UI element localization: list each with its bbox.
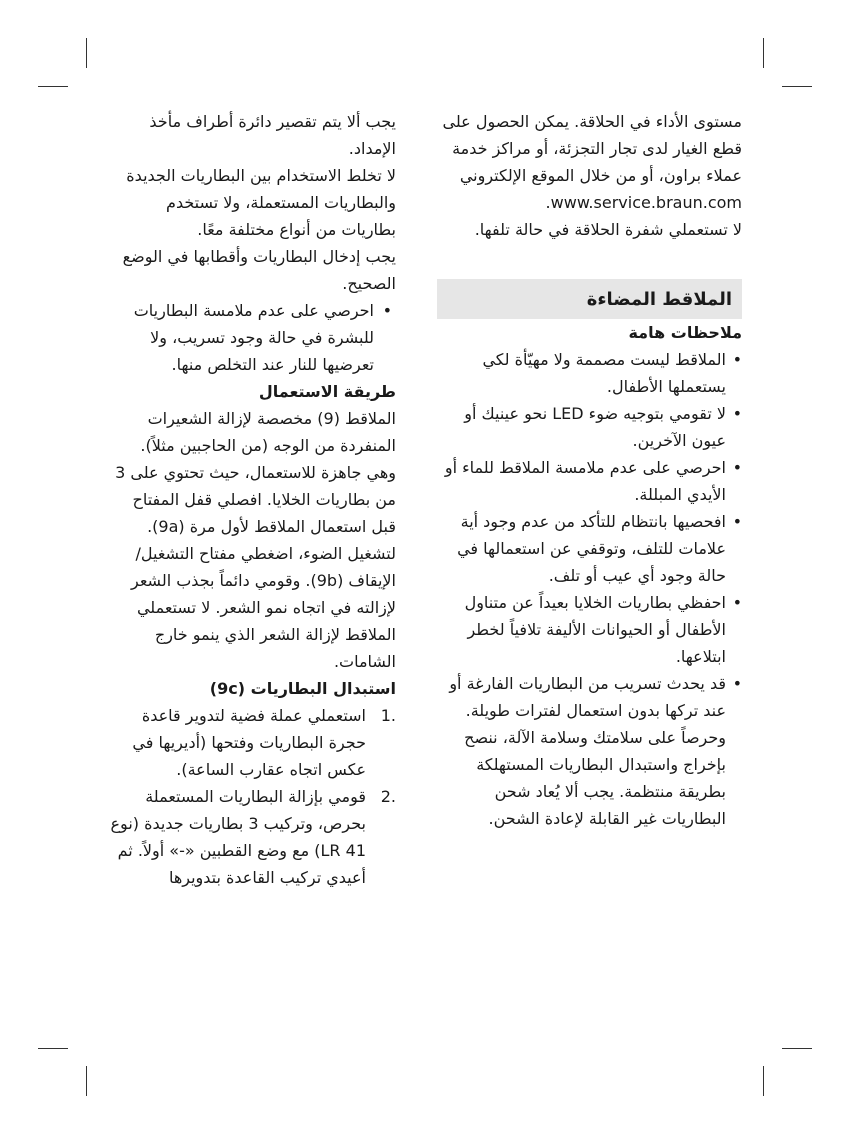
notes-list [437,346,742,832]
left-column [108,108,396,891]
right-column [437,108,742,832]
crop-mark [763,38,764,68]
intro-text: مستوى الأداء في الحلاقة. يمكن الحصول على قطع الغيار لدى تجار التجزئة، أو مراكز خدمة عملاء براون، أو من خلال الموقع الإلكتروني www.service.braun.com. [442,112,742,212]
note-continued: يجب إدخال البطاريات وأقطابها في الوضع الصحيح. [122,247,396,293]
battery-steps [108,702,396,891]
list-item: • لا تقومي بتوجيه ضوء LED نحو عينيك أو عيون الآخرين. [437,400,742,454]
step-number: .1 [380,706,396,725]
step-text: استعملي عملة فضية لتدوير قاعدة حجرة البطاريات وفتحها (أديريها في عكس اتجاه عقارب الساعة). [132,706,366,779]
crop-mark [782,1048,812,1049]
crop-mark [763,1066,764,1096]
list-item: • افحصيها بانتظام للتأكد من عدم وجود أية علامات للتلف، وتوقفي عن استعمالها في حالة وجود أي عيب أو تلف. [437,508,742,589]
list-item: • احرصي على عدم ملامسة البطاريات للبشرة في حالة وجود تسريب، ولا تعرضيها للنار عند التخلص منها. [108,297,396,378]
section-title-banner [437,279,742,319]
step-text: قومي بإزالة البطاريات المستعملة بحرص، وتركيب 3 بطاريات جديدة (نوع LR 41) مع وضع القطبين «-» أولاً. ثم أعيدي تركيب القاعدة بتدويرها [110,787,366,887]
note-continued: لا تخلط الاستخدام بين البطاريات الجديدة والبطاريات المستعملة، ولا تستخدم بطاريات من أنواع مختلفة معًا. [126,166,396,239]
battery-heading: استبدال البطاريات (9c) [209,679,396,698]
list-item: • احرصي على عدم ملامسة الملاقط للماء أو الأيدي المبللة. [437,454,742,508]
step-number: .2 [380,787,396,806]
section-title: الملاقط المضاءة [586,288,732,310]
crop-mark [782,86,812,87]
crop-mark [86,38,87,68]
crop-mark [86,1066,87,1096]
list-item: • الملاقط ليست مصممة ولا مهيّأة لكي يستعملها الأطفال. [437,346,742,400]
notes-list-continued [108,297,396,378]
list-item: • احفظي بطاريات الخلايا بعيداً عن متناول الأطفال أو الحيوانات الأليفة تلافياً لخطر ابتلاعها. [437,589,742,670]
crop-mark [38,1048,68,1049]
step-item [108,783,396,891]
intro-warning: لا تستعملي شفرة الحلاقة في حالة تلفها. [474,220,742,239]
note-continued: يجب ألا يتم تقصير دائرة أطراف مأخذ الإمداد. [149,112,396,158]
crop-mark [38,86,68,87]
usage-heading: طريقة الاستعمال [258,382,396,401]
list-item: • قد يحدث تسريب من البطاريات الفارغة أو عند تركها بدون استعمال لفترات طويلة. وحرصاً على سلامتك وسلامة الآلة، ننصح بإخراج واستبدال البطاريات المستهلكة بطريقة منتظمة. يجب ألا يُعاد شحن البطاريات غير القابلة لإعادة الشحن. [437,670,742,832]
notes-heading: ملاحظات هامة [628,323,742,342]
step-item [108,702,396,783]
usage-text: الملاقط (9) مخصصة لإزالة الشعيرات المنفردة من الوجه (من الحاجبين مثلاً). وهي جاهزة للاستعمال، حيث تحتوي على 3 من بطاريات الخلايا. افصلي قفل المفتاح قبل استعمال الملاقط لأول مرة (9a). لتشغيل الضوء، اضغطي مفتاح التشغيل/الإيقاف (9b). وقومي دائماً بجذب الشعر لإزالته في اتجاه نمو الشعر. لا تستعملي الملاقط لإزالة الشعر الذي ينمو خارج الشامات. [115,409,396,671]
